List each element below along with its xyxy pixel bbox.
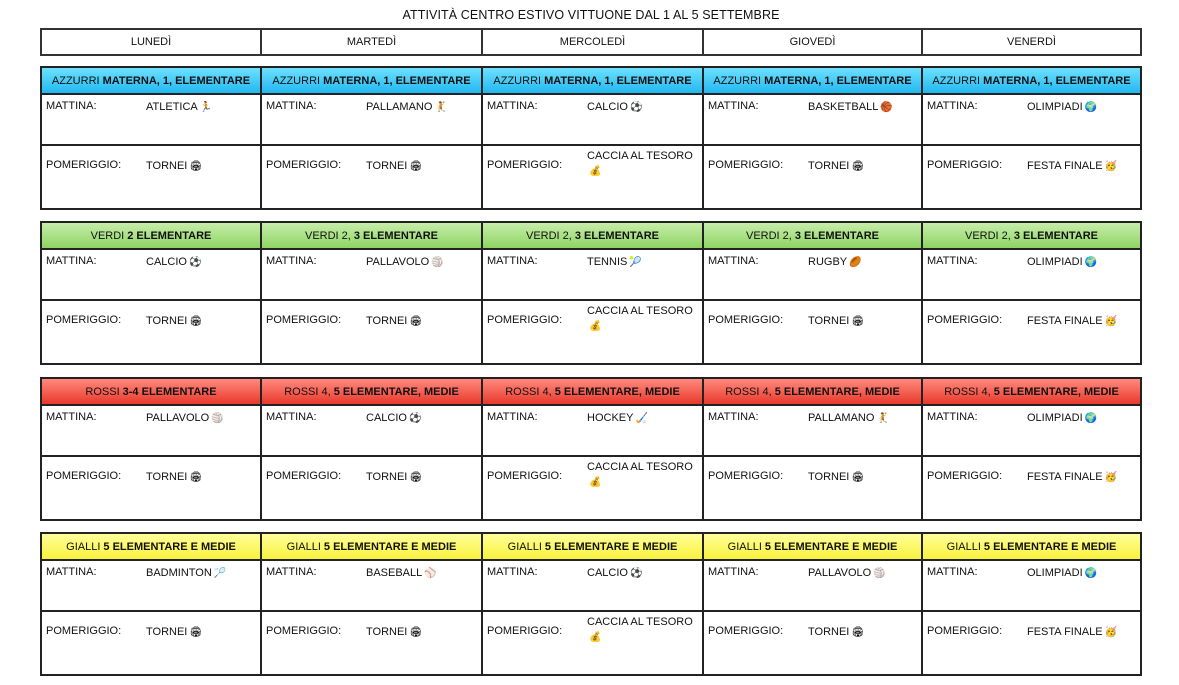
schedule-cell-wednesday: [481, 532, 704, 676]
group-section-blue: [40, 66, 1142, 210]
morning-activity: [1027, 567, 1097, 579]
schedule-cell-monday: [40, 66, 262, 210]
morning-activity: [808, 567, 886, 579]
group-header: [704, 379, 921, 406]
morning-label: MATTINA:: [708, 411, 759, 423]
afternoon-activity: [808, 626, 864, 638]
morning-activity: [587, 567, 642, 579]
afternoon-label: POMERIGGIO:: [487, 314, 563, 326]
afternoon-activity-text: TORNEI: [146, 471, 188, 483]
sport-icon: ⚽: [629, 568, 643, 579]
day-header-row: [40, 28, 1142, 56]
morning-activity: [1027, 256, 1097, 268]
day-header-monday: LUNEDÌ: [40, 28, 262, 56]
group-name: GIALLI: [727, 540, 762, 553]
morning-activity-text: BADMINTON: [146, 567, 212, 579]
sport-icon: 🌍: [1084, 568, 1098, 579]
afternoon-activity-text: TORNEI: [366, 471, 408, 483]
group-classes: MATERNA, 1, ELEMENTARE: [323, 74, 471, 87]
group-name: AZZURRI: [51, 74, 100, 87]
morning-activity: [146, 412, 224, 424]
afternoon-activity-text: TORNEI: [808, 160, 850, 172]
group-name: GIALLI: [286, 540, 321, 553]
afternoon-activity-text: TORNEI: [366, 315, 408, 327]
morning-activity-text: PALLAVOLO: [146, 412, 210, 424]
morning-activity: [587, 256, 642, 268]
group-header: [483, 223, 702, 250]
group-name: VERDI 2,: [526, 229, 572, 242]
morning-label: MATTINA:: [266, 411, 317, 423]
afternoon-activity: [808, 160, 864, 172]
activity-icon: 🏟: [189, 161, 203, 172]
group-classes: 3 ELEMENTARE: [574, 229, 659, 242]
afternoon-activity: [587, 304, 697, 334]
sport-icon: ⚽: [408, 413, 422, 424]
group-header: [42, 534, 260, 561]
group-name: AZZURRI: [493, 74, 542, 87]
afternoon-activity-text: TORNEI: [146, 626, 188, 638]
day-header-friday: VENERDÌ: [921, 28, 1142, 56]
activity-icon: 💰: [589, 632, 602, 643]
morning-activity: [1027, 101, 1097, 113]
morning-activity-text: OLIMPIADI: [1027, 567, 1083, 579]
activity-icon: 🏟: [409, 316, 423, 327]
afternoon-label: POMERIGGIO:: [927, 470, 1003, 482]
sport-icon: ⚾: [424, 568, 437, 579]
activity-icon: 🏟: [189, 627, 203, 638]
activity-icon: 🥳: [1104, 472, 1118, 483]
group-header: [262, 534, 481, 561]
morning-activity-text: CALCIO: [587, 101, 628, 113]
group-header: [483, 379, 702, 406]
afternoon-activity: [146, 315, 202, 327]
group-header: [483, 534, 702, 561]
schedule-cell-friday: [921, 532, 1142, 676]
group-classes: MATERNA, 1, ELEMENTARE: [544, 74, 692, 87]
group-classes: 3 ELEMENTARE: [353, 229, 438, 242]
morning-activity-text: CALCIO: [146, 256, 187, 268]
schedule-cell-wednesday: [481, 221, 704, 365]
afternoon-label: POMERIGGIO:: [708, 470, 784, 482]
group-header: [704, 68, 921, 95]
schedule-cell-monday: [40, 221, 262, 365]
afternoon-label: POMERIGGIO:: [487, 625, 563, 637]
morning-label: MATTINA:: [927, 255, 978, 267]
sport-icon: 🏸: [213, 568, 227, 579]
row-divider: [483, 610, 702, 612]
schedule-cell-tuesday: [260, 66, 483, 210]
morning-label: MATTINA:: [487, 255, 538, 267]
group-header: [42, 223, 260, 250]
afternoon-activity-text: CACCIA AL TESORO: [587, 305, 693, 317]
sport-icon: 🏐: [431, 257, 444, 268]
morning-activity-text: CALCIO: [587, 567, 628, 579]
afternoon-activity-text: TORNEI: [366, 160, 408, 172]
sport-icon: 🤾: [876, 413, 889, 424]
morning-activity-text: PALLAVOLO: [366, 256, 430, 268]
group-header: [923, 379, 1140, 406]
schedule-cell-tuesday: [260, 221, 483, 365]
afternoon-label: POMERIGGIO:: [46, 159, 122, 171]
schedule-cell-friday: [921, 66, 1142, 210]
afternoon-label: POMERIGGIO:: [927, 625, 1003, 637]
morning-label: MATTINA:: [708, 566, 759, 578]
group-name: ROSSI: [85, 385, 120, 398]
morning-label: MATTINA:: [708, 255, 759, 267]
morning-activity: [366, 567, 437, 579]
row-divider: [704, 455, 921, 457]
afternoon-activity: [366, 315, 422, 327]
group-header: [262, 68, 481, 95]
afternoon-activity: [587, 149, 697, 179]
row-divider: [42, 144, 260, 146]
afternoon-label: POMERIGGIO:: [266, 314, 342, 326]
afternoon-activity-text: TORNEI: [808, 626, 850, 638]
afternoon-activity: [1027, 626, 1117, 638]
afternoon-activity-text: FESTA FINALE: [1027, 471, 1103, 483]
afternoon-activity-text: FESTA FINALE: [1027, 626, 1103, 638]
group-name: GIALLI: [507, 540, 542, 553]
afternoon-activity: [1027, 160, 1117, 172]
group-classes: 5 ELEMENTARE E MEDIE: [764, 540, 898, 553]
group-classes: 5 ELEMENTARE E MEDIE: [983, 540, 1117, 553]
afternoon-activity: [1027, 471, 1117, 483]
morning-activity: [146, 256, 201, 268]
afternoon-activity-text: TORNEI: [146, 315, 188, 327]
morning-label: MATTINA:: [927, 411, 978, 423]
schedule-cell-monday: [40, 377, 262, 521]
schedule-cell-tuesday: [260, 532, 483, 676]
afternoon-activity-text: CACCIA AL TESORO: [587, 461, 693, 473]
morning-label: MATTINA:: [46, 255, 97, 267]
group-name: VERDI 2,: [305, 229, 351, 242]
schedule-cell-friday: [921, 377, 1142, 521]
group-classes: 5 ELEMENTARE, MEDIE: [774, 385, 900, 398]
schedule-cell-tuesday: [260, 377, 483, 521]
group-classes: 5 ELEMENTARE E MEDIE: [544, 540, 678, 553]
row-divider: [42, 610, 260, 612]
sport-icon: 🌍: [1084, 102, 1098, 113]
morning-label: MATTINA:: [927, 100, 978, 112]
group-header: [923, 68, 1140, 95]
morning-activity: [808, 101, 893, 113]
activity-icon: 🏟: [189, 472, 203, 483]
group-section-yellow: [40, 532, 1142, 676]
sport-icon: 🎾: [629, 257, 642, 268]
activity-icon: 🏟: [851, 627, 865, 638]
group-header: [262, 379, 481, 406]
activity-icon: 💰: [589, 166, 602, 177]
schedule-cell-thursday: [702, 66, 923, 210]
afternoon-label: POMERIGGIO:: [46, 470, 122, 482]
afternoon-activity-text: TORNEI: [366, 626, 408, 638]
schedule-cell-thursday: [702, 221, 923, 365]
group-header: [42, 379, 260, 406]
schedule-cell-wednesday: [481, 66, 704, 210]
sport-icon: 🏃: [199, 102, 213, 113]
group-header: [262, 223, 481, 250]
sport-icon: ⚽: [629, 102, 643, 113]
afternoon-label: POMERIGGIO:: [708, 625, 784, 637]
group-name: AZZURRI: [272, 74, 321, 87]
row-divider: [262, 144, 481, 146]
morning-label: MATTINA:: [46, 566, 97, 578]
activity-icon: 🏟: [409, 472, 423, 483]
morning-label: MATTINA:: [46, 411, 97, 423]
morning-activity: [366, 256, 444, 268]
group-classes: 5 ELEMENTARE, MEDIE: [993, 385, 1119, 398]
activity-icon: 🏟: [189, 316, 203, 327]
activity-icon: 🥳: [1104, 161, 1118, 172]
row-divider: [42, 455, 260, 457]
afternoon-activity-text: TORNEI: [808, 315, 850, 327]
morning-label: MATTINA:: [927, 566, 978, 578]
group-name: VERDI 2,: [746, 229, 792, 242]
group-classes: MATERNA, 1, ELEMENTARE: [102, 74, 251, 87]
morning-activity-text: HOCKEY: [587, 412, 634, 424]
morning-activity: [1027, 412, 1097, 424]
group-header: [923, 534, 1140, 561]
morning-activity: [587, 412, 648, 424]
morning-activity-text: BASKETBALL: [808, 101, 879, 113]
group-classes: MATERNA, 1, ELEMENTARE: [764, 74, 912, 87]
morning-activity-text: PALLAMANO: [808, 412, 875, 424]
group-name: AZZURRI: [713, 74, 762, 87]
activity-icon: 🏟: [409, 627, 423, 638]
afternoon-label: POMERIGGIO:: [266, 470, 342, 482]
activity-icon: 🏟: [851, 161, 865, 172]
afternoon-label: POMERIGGIO:: [46, 314, 122, 326]
afternoon-activity: [146, 626, 202, 638]
group-classes: 5 ELEMENTARE E MEDIE: [103, 540, 236, 553]
afternoon-label: POMERIGGIO:: [708, 314, 784, 326]
morning-activity-text: PALLAVOLO: [808, 567, 872, 579]
schedule-cell-thursday: [702, 532, 923, 676]
activity-icon: 🏟: [851, 472, 865, 483]
morning-label: MATTINA:: [266, 255, 317, 267]
activity-icon: 🥳: [1104, 316, 1118, 327]
sport-icon: 🏑: [635, 413, 648, 424]
morning-activity-text: ATLETICA: [146, 101, 198, 113]
sport-icon: 🤾: [434, 102, 447, 113]
morning-label: MATTINA:: [266, 100, 317, 112]
group-classes: 5 ELEMENTARE, MEDIE: [333, 385, 459, 398]
sport-icon: 🏐: [873, 568, 886, 579]
group-header: [42, 68, 260, 95]
afternoon-label: POMERIGGIO:: [46, 625, 122, 637]
row-divider: [262, 610, 481, 612]
afternoon-activity: [587, 460, 697, 490]
sport-icon: 🏀: [880, 102, 893, 113]
sport-icon: ⚽: [188, 257, 202, 268]
row-divider: [483, 144, 702, 146]
row-divider: [704, 610, 921, 612]
morning-activity-text: OLIMPIADI: [1027, 412, 1083, 424]
group-name: ROSSI 4,: [284, 385, 331, 398]
morning-activity: [587, 101, 642, 113]
morning-activity: [366, 101, 447, 113]
morning-activity-text: PALLAMANO: [366, 101, 433, 113]
morning-label: MATTINA:: [487, 411, 538, 423]
morning-activity: [366, 412, 421, 424]
group-name: VERDI: [90, 229, 125, 242]
group-classes: 2 ELEMENTARE: [127, 229, 212, 242]
sport-icon: 🏐: [211, 413, 224, 424]
activity-icon: 💰: [589, 477, 602, 488]
afternoon-label: POMERIGGIO:: [487, 470, 563, 482]
group-name: GIALLI: [66, 540, 101, 553]
afternoon-activity-text: FESTA FINALE: [1027, 315, 1103, 327]
afternoon-label: POMERIGGIO:: [266, 625, 342, 637]
group-header: [923, 223, 1140, 250]
row-divider: [262, 455, 481, 457]
schedule-cell-wednesday: [481, 377, 704, 521]
group-header: [704, 223, 921, 250]
afternoon-activity-text: CACCIA AL TESORO: [587, 616, 693, 628]
activity-icon: 🏟: [409, 161, 423, 172]
group-header: [704, 534, 921, 561]
sport-icon: 🌍: [1084, 413, 1098, 424]
morning-label: MATTINA:: [487, 566, 538, 578]
afternoon-activity-text: FESTA FINALE: [1027, 160, 1103, 172]
row-divider: [923, 455, 1140, 457]
afternoon-activity: [146, 160, 202, 172]
activity-icon: 💰: [589, 321, 602, 332]
morning-activity-text: RUGBY: [808, 256, 848, 268]
sport-icon: 🌍: [1084, 257, 1098, 268]
group-name: AZZURRI: [932, 74, 981, 87]
row-divider: [483, 455, 702, 457]
afternoon-activity: [808, 471, 864, 483]
schedule-cell-monday: [40, 532, 262, 676]
morning-activity-text: OLIMPIADI: [1027, 101, 1083, 113]
sport-icon: 🏉: [849, 257, 862, 268]
afternoon-activity: [1027, 315, 1117, 327]
afternoon-activity-text: CACCIA AL TESORO: [587, 150, 693, 162]
schedule-cell-friday: [921, 221, 1142, 365]
group-name: ROSSI 4,: [725, 385, 772, 398]
afternoon-activity: [366, 471, 422, 483]
morning-activity: [146, 101, 212, 113]
morning-activity: [808, 412, 889, 424]
group-classes: 3 ELEMENTARE: [794, 229, 879, 242]
morning-activity-text: TENNIS: [587, 256, 628, 268]
row-divider: [262, 299, 481, 301]
afternoon-label: POMERIGGIO:: [927, 159, 1003, 171]
schedule-cell-thursday: [702, 377, 923, 521]
row-divider: [923, 299, 1140, 301]
afternoon-activity: [366, 626, 422, 638]
row-divider: [42, 299, 260, 301]
group-name: ROSSI 4,: [944, 385, 991, 398]
row-divider: [483, 299, 702, 301]
morning-label: MATTINA:: [46, 100, 97, 112]
morning-label: MATTINA:: [708, 100, 759, 112]
morning-activity-text: BASEBALL: [366, 567, 423, 579]
afternoon-label: POMERIGGIO:: [487, 159, 563, 171]
afternoon-activity-text: TORNEI: [808, 471, 850, 483]
afternoon-activity: [366, 160, 422, 172]
morning-activity-text: CALCIO: [366, 412, 407, 424]
afternoon-activity: [587, 615, 697, 645]
group-classes: 5 ELEMENTARE, MEDIE: [554, 385, 680, 398]
group-classes: 3-4 ELEMENTARE: [122, 385, 217, 398]
afternoon-activity-text: TORNEI: [146, 160, 188, 172]
row-divider: [923, 610, 1140, 612]
group-header: [483, 68, 702, 95]
afternoon-label: POMERIGGIO:: [708, 159, 784, 171]
activity-icon: 🥳: [1104, 627, 1118, 638]
row-divider: [923, 144, 1140, 146]
morning-activity-text: OLIMPIADI: [1027, 256, 1083, 268]
row-divider: [704, 299, 921, 301]
morning-label: MATTINA:: [266, 566, 317, 578]
group-section-red: [40, 377, 1142, 521]
group-classes: MATERNA, 1, ELEMENTARE: [983, 74, 1131, 87]
morning-activity: [808, 256, 862, 268]
group-name: ROSSI 4,: [505, 385, 552, 398]
group-section-green: [40, 221, 1142, 365]
morning-label: MATTINA:: [487, 100, 538, 112]
morning-activity: [146, 567, 226, 579]
day-header-thursday: GIOVEDÌ: [702, 28, 923, 56]
afternoon-activity: [146, 471, 202, 483]
afternoon-activity: [808, 315, 864, 327]
group-classes: 5 ELEMENTARE E MEDIE: [323, 540, 457, 553]
activity-icon: 🏟: [851, 316, 865, 327]
group-name: VERDI 2,: [965, 229, 1011, 242]
afternoon-label: POMERIGGIO:: [266, 159, 342, 171]
row-divider: [704, 144, 921, 146]
afternoon-label: POMERIGGIO:: [927, 314, 1003, 326]
group-classes: 3 ELEMENTARE: [1013, 229, 1098, 242]
day-header-wednesday: MERCOLEDÌ: [481, 28, 704, 56]
day-header-tuesday: MARTEDÌ: [260, 28, 483, 56]
group-name: GIALLI: [946, 540, 981, 553]
page-title: ATTIVITÀ CENTRO ESTIVO VITTUONE DAL 1 AL 5 SETTEMBRE: [402, 8, 780, 22]
